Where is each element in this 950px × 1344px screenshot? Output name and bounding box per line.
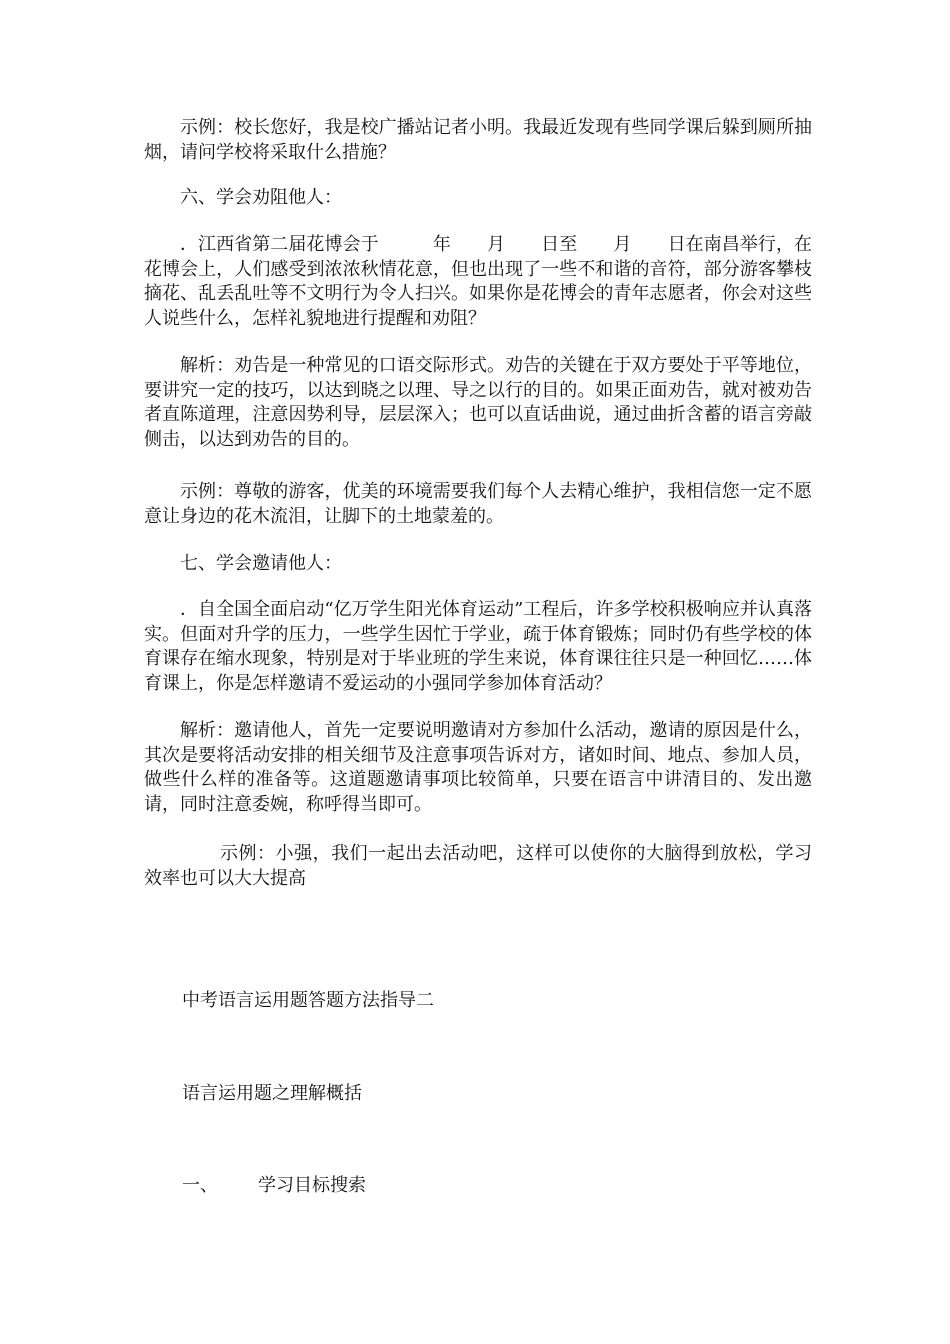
list-item-label: 学习目标搜索	[258, 1175, 366, 1196]
question-paragraph-7: ．自全国全面启动“亿万学生阳光体育运动”工程后，许多学校积极响应并认真落实。但面对升学的压力，一些学生因忙于学业，疏于体育锻炼；同时仍有些学校的体育课存在缩水现象，特别是对于毕业班的学生来说，体育课往往只是一种回忆……体育课上，你是怎样邀请不爱运动的小强同学参加体育活动？	[144, 599, 812, 694]
analysis-paragraph-6: 解析：劝告是一种常见的口语交际形式。劝告的关键在于双方要处于平等地位，要讲究一定的技巧，以达到晓之以理、导之以行的目的。如果正面劝告，就对被劝告者直陈道理，注意因势利导，层层深入；也可以直话曲说，通过曲折含蓄的语言旁敲侧击，以达到劝告的目的。	[144, 355, 812, 450]
example-paragraph-7: 示例：小强，我们一起出去活动吧，这样可以使你的大脑得到放松，学习效率也可以大大提高	[144, 843, 812, 889]
section-6-heading: 六、学会劝阻他人：	[180, 187, 342, 208]
guide-title: 中考语言运用题答题方法指导二	[182, 990, 434, 1011]
example-paragraph-1: 示例：校长您好，我是校广播站记者小明。我最近发现有些同学课后躲到厕所抽烟，请问学校将采取什么措施？	[144, 117, 812, 163]
example-paragraph-6: 示例：尊敬的游客，优美的环境需要我们每个人去精心维护，我相信您一定不愿意让身边的花木流泪，让脚下的土地蒙羞的。	[144, 481, 812, 527]
list-item-number: 一、	[182, 1175, 218, 1196]
topic-title: 语言运用题之理解概括	[182, 1083, 362, 1104]
question-paragraph-6: ．江西省第二届花博会于 年 月 日至 月 日在南昌举行，在花博会上，人们感受到浓浓秋情花意，但也出现了一些不和谐的音符，部分游客攀枝摘花、乱丢乱吐等不文明行为令人扫兴。如果你是花博会的青年志愿者，你会对这些人说些什么，怎样礼貌地进行提醒和劝阻？	[144, 234, 812, 329]
section-7-heading: 七、学会邀请他人：	[180, 553, 342, 574]
analysis-paragraph-7: 解析：邀请他人，首先一定要说明邀请对方参加什么活动，邀请的原因是什么，其次是要将活动安排的相关细节及注意事项告诉对方，诸如时间、地点、参加人员，做些什么样的准备等。这道题邀请事项比较简单，只要在语言中讲清目的、发出邀请，同时注意委婉，称呼得当即可。	[144, 720, 812, 815]
